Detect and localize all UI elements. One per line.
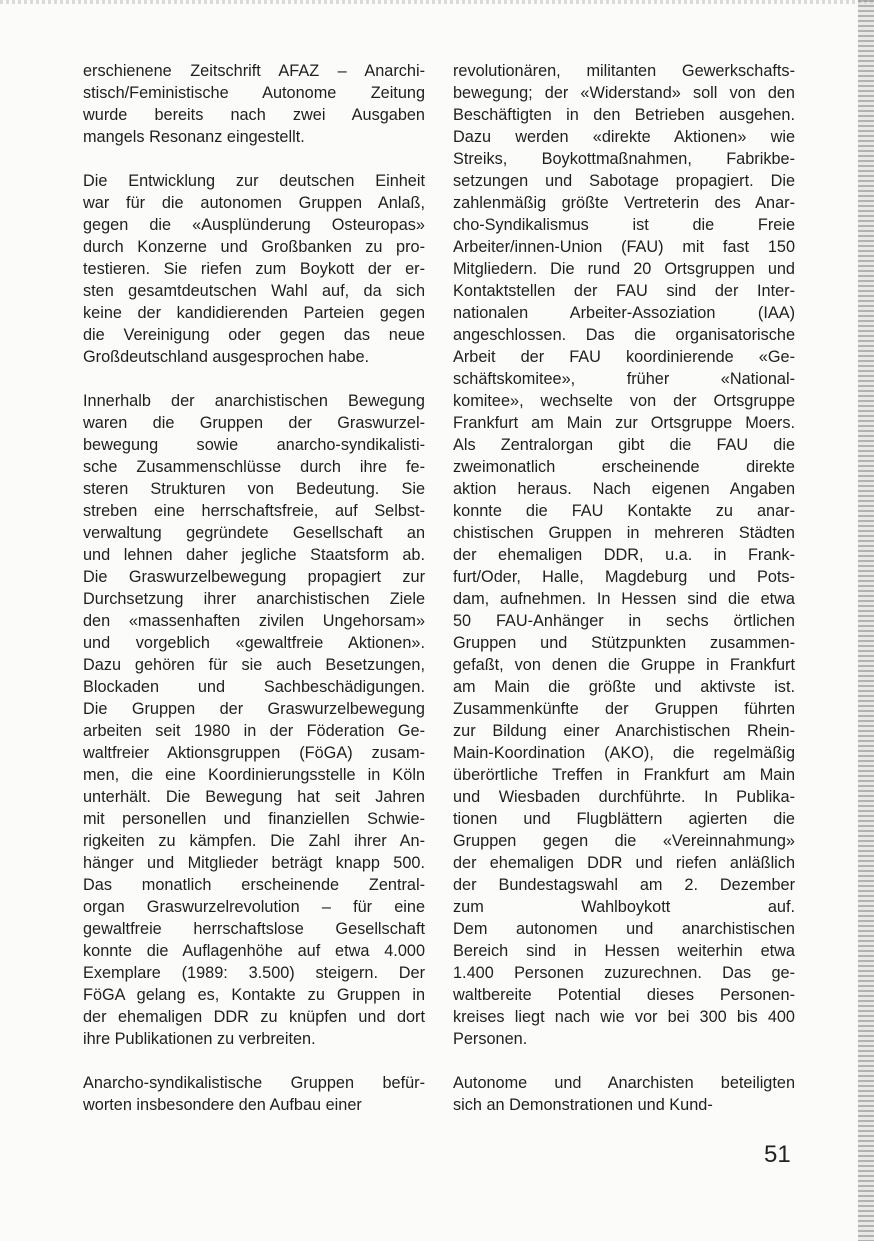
text-line: rigkeiten zu kämpfen. Die Zahl ihrer An- (83, 832, 425, 850)
text-line: wurde bereits nach zwei Ausgaben (83, 106, 425, 124)
text-line: der Bundestagswahl am 2. Dezember (453, 876, 795, 894)
text-line: FöGA gelang es, Kontakte zu Gruppen in (83, 986, 425, 1004)
text-line: Zusammenkünfte der Gruppen führten (453, 700, 795, 718)
paragraph-gap (453, 1050, 795, 1072)
text-line: zur Bildung einer Anarchistischen Rhein- (453, 722, 795, 740)
text-line: organ Graswurzelrevolution – für eine (83, 898, 425, 916)
text-line: Autonome und Anarchisten beteiligten (453, 1074, 795, 1092)
text-line: und lehnen daher jegliche Staatsform ab. (83, 546, 425, 564)
text-line: gewaltfreie herrschaftslose Gesellschaft (83, 920, 425, 938)
text-line: der ehemaligen DDR, u.a. in Frank- (453, 546, 795, 564)
text-line: 50 FAU-Anhänger in sechs örtlichen (453, 612, 795, 630)
text-line: komitee», wechselte von der Ortsgruppe (453, 392, 795, 410)
text-line: war für die autonomen Gruppen Anlaß, (83, 194, 425, 212)
text-line: Durchsetzung ihrer anarchistischen Ziele (83, 590, 425, 608)
text-line: Dazu werden «direkte Aktionen» wie (453, 128, 795, 146)
text-line: stisch/Feministische Autonome Zeitung (83, 84, 425, 102)
text-line: furt/Oder, Halle, Magdeburg und Pots- (453, 568, 795, 586)
text-line: Arbeit der FAU koordinierende «Ge- (453, 348, 795, 366)
text-line: Gruppen gegen die «Vereinnahmung» (453, 832, 795, 850)
text-line: den «massenhaften zivilen Ungehorsam» (83, 612, 425, 630)
left-column (83, 60, 425, 1116)
text-line: Exemplare (1989: 3.500) steigern. Der (83, 964, 425, 982)
text-line: durch Konzerne und Großbanken zu pro- (83, 238, 425, 256)
text-line: Arbeiter/innen-Union (FAU) mit fast 150 (453, 238, 795, 256)
text-line: kreises liegt nach wie vor bei 300 bis 400 (453, 1008, 795, 1026)
text-line: bewegung; der «Widerstand» soll von den (453, 84, 795, 102)
text-line: konnte die Auflagenhöhe auf etwa 4.000 (83, 942, 425, 960)
text-line: gegen die «Ausplünderung Osteuropas» (83, 216, 425, 234)
text-line: keine der kandidierenden Parteien gegen (83, 304, 425, 322)
text-line: verwaltung gegründete Gesellschaft an (83, 524, 425, 542)
text-line: am Main die größte und aktivste ist. (453, 678, 795, 696)
text-line: Die Entwicklung zur deutschen Einheit (83, 172, 425, 190)
page-number: 51 (764, 1141, 791, 1168)
text-line: ihre Publikationen zu verbreiten. (83, 1030, 316, 1048)
text-line: zum Wahlboykott auf. (453, 898, 795, 916)
text-line: Frankfurt am Main zur Ortsgruppe Moers. (453, 414, 795, 432)
text-line: dam, aufnehmen. In Hessen sind die etwa (453, 590, 795, 608)
text-line: waltbereite Potential dieses Personen- (453, 986, 795, 1004)
text-line: men, die eine Koordinierungsstelle in Köln (83, 766, 425, 784)
text-line: Main-Koordination (AKO), die regelmäßig (453, 744, 795, 762)
text-line: schäftskomitee», früher «National- (453, 370, 795, 388)
text-line: nationalen Arbeiter-Assoziation (IAA) (453, 304, 795, 322)
text-line: sten gesamtdeutschen Wahl auf, da sich (83, 282, 425, 300)
paragraph-gap (83, 368, 425, 390)
text-line: waltfreier Aktionsgruppen (FöGA) zusam- (83, 744, 425, 762)
text-line: Die Gruppen der Graswurzelbewegung (83, 700, 425, 718)
text-line: waren die Gruppen der Graswurzel- (83, 414, 425, 432)
text-line: sich an Demonstrationen und Kund- (453, 1096, 713, 1114)
text-line: arbeiten seit 1980 in der Föderation Ge- (83, 722, 425, 740)
text-line: aktion heraus. Nach eigenen Angaben (453, 480, 795, 498)
binding-edge (858, 0, 874, 1241)
text-line: Blockaden und Sachbeschädigungen. (83, 678, 425, 696)
text-line: zweimonatlich erscheinende direkte (453, 458, 795, 476)
text-line: sche Zusammenschlüsse durch ihre fe- (83, 458, 425, 476)
text-line: steren Strukturen von Bedeutung. Sie (83, 480, 425, 498)
text-line: bewegung sowie anarcho-syndikalisti- (83, 436, 425, 454)
text-line: Kontaktstellen der FAU sind der Inter- (453, 282, 795, 300)
text-line: mit personellen und finanziellen Schwie- (83, 810, 425, 828)
text-line: chistischen Gruppen in mehreren Städten (453, 524, 795, 542)
text-line: tionen und Flugblättern agierten die (453, 810, 795, 828)
text-line: Innerhalb der anarchistischen Bewegung (83, 392, 425, 410)
text-line: revolutionären, militanten Gewerkschafts- (453, 62, 795, 80)
paragraph-gap (83, 1050, 425, 1072)
text-line: Personen. (453, 1030, 528, 1048)
text-line: Mitgliedern. Die rund 20 Ortsgruppen und (453, 260, 795, 278)
text-line: Als Zentralorgan gibt die FAU die (453, 436, 795, 454)
text-line: worten insbesondere den Aufbau einer (83, 1096, 362, 1114)
text-line: die Vereinigung oder gegen das neue (83, 326, 425, 344)
paragraph-gap (83, 148, 425, 170)
text-line: Die Graswurzelbewegung propagiert zur (83, 568, 425, 586)
text-line: Streiks, Boykottmaßnahmen, Fabrikbe- (453, 150, 795, 168)
text-line: Das monatlich erscheinende Zentral- (83, 876, 425, 894)
text-line: Bereich sind in Hessen weiterhin etwa (453, 942, 795, 960)
text-line: cho-Syndikalismus ist die Freie (453, 216, 795, 234)
right-column (453, 60, 795, 1116)
text-line: überörtliche Treffen in Frankfurt am Main (453, 766, 795, 784)
text-line: erschienene Zeitschrift AFAZ – Anarchi- (83, 62, 425, 80)
text-line: testieren. Sie riefen zum Boykott der er- (83, 260, 425, 278)
text-line: konnte die FAU Kontakte zu anar- (453, 502, 795, 520)
text-line: und Wiesbaden durchführte. In Publika- (453, 788, 795, 806)
text-line: unterhält. Die Bewegung hat seit Jahren (83, 788, 425, 806)
text-line: setzungen und Sabotage propagiert. Die (453, 172, 795, 190)
text-line: mangels Resonanz eingestellt. (83, 128, 305, 146)
text-line: der ehemaligen DDR und riefen anläßlich (453, 854, 795, 872)
text-line: Gruppen und Stützpunkten zusammen- (453, 634, 795, 652)
text-line: gefaßt, von denen die Gruppe in Frankfurt (453, 656, 795, 674)
text-line: und vorgeblich «gewaltfreie Aktionen». (83, 634, 425, 652)
text-line: Dazu gehören für sie auch Besetzungen, (83, 656, 425, 674)
text-line: Beschäftigten in den Betrieben ausgehen. (453, 106, 795, 124)
text-line: 1.400 Personen zuzurechnen. Das ge- (453, 964, 795, 982)
text-line: zahlenmäßig größte Vertreterin des Anar- (453, 194, 795, 212)
page-top-edge (0, 0, 874, 4)
text-line: streben eine herrschaftsfreie, auf Selbst- (83, 502, 425, 520)
text-line: hänger und Mitglieder beträgt knapp 500. (83, 854, 425, 872)
text-line: Dem autonomen und anarchistischen (453, 920, 795, 938)
text-line: Großdeutschland ausgesprochen habe. (83, 348, 370, 366)
text-line: Anarcho-syndikalistische Gruppen befür- (83, 1074, 425, 1092)
text-line: der ehemaligen DDR zu knüpfen und dort (83, 1008, 425, 1026)
text-line: angeschlossen. Das die organisatorische (453, 326, 795, 344)
